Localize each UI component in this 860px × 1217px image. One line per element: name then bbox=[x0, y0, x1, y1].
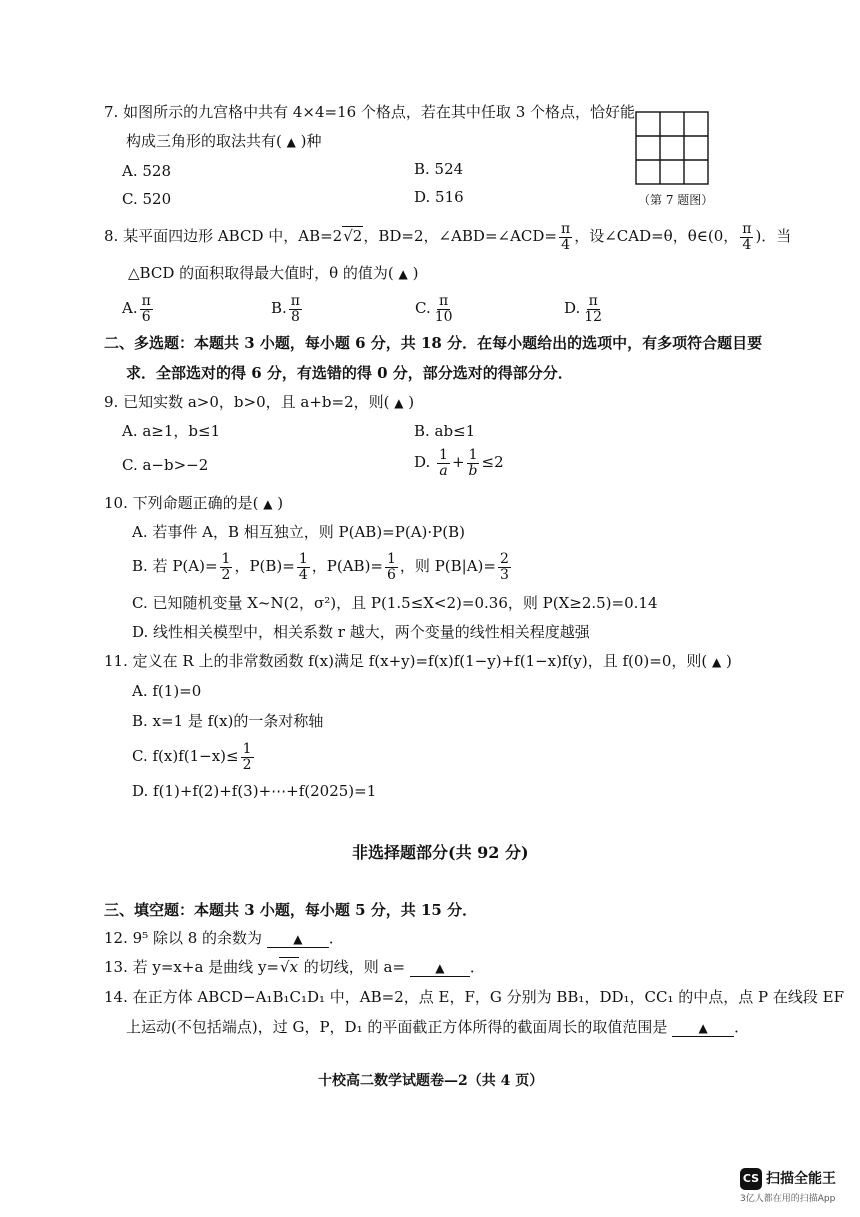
fraction-den: 8 bbox=[290, 308, 300, 325]
fraction-num: 2 bbox=[499, 551, 509, 567]
option-label: C. bbox=[415, 299, 431, 318]
fraction-num: 1 bbox=[468, 447, 478, 463]
q7-option-b: B. 524 bbox=[414, 160, 464, 178]
fraction-den: 4 bbox=[561, 236, 571, 253]
q13-end: ． bbox=[469, 958, 485, 976]
q10-stem-text: 10. 下列命题正确的是( bbox=[104, 494, 259, 512]
q14-line2 bbox=[126, 1018, 749, 1037]
answer-blank bbox=[672, 1018, 734, 1037]
answer-mark-icon: ▲ bbox=[263, 497, 273, 511]
fraction bbox=[498, 552, 511, 582]
fraction-num: 1 bbox=[387, 551, 396, 567]
fraction bbox=[140, 294, 153, 324]
q8-line1 bbox=[104, 222, 791, 252]
q8-option-d bbox=[564, 294, 606, 324]
q10-stem bbox=[104, 494, 283, 512]
q14-line2-text: 上运动(不包括端点)，过 G，P，D₁ 的平面截正方体所得的截面周长的取值范围是 bbox=[126, 1018, 668, 1036]
fraction-num: π bbox=[588, 293, 598, 309]
fraction bbox=[220, 552, 233, 582]
option-label: D. bbox=[414, 453, 431, 472]
fraction-num: π bbox=[290, 293, 300, 309]
q12-end: ． bbox=[328, 929, 344, 947]
scanner-tagline: 3亿人都在用的扫描App bbox=[740, 1194, 836, 1204]
fraction bbox=[582, 294, 604, 324]
q12-text: 12. 9⁵ 除以 8 的余数为 bbox=[104, 929, 263, 947]
q8-line2 bbox=[128, 264, 418, 282]
q8-option-b bbox=[271, 294, 304, 324]
q9-option-a: A. a≥1，b≤1 bbox=[122, 422, 221, 440]
scanner-logo bbox=[740, 1168, 836, 1205]
q14-line1: 14. 在正方体 ABCD−A₁B₁C₁D₁ 中，AB=2，点 E，F，G 分别为 BB₁，DD₁，CC₁ 的中点，点 P 在线段 EF bbox=[104, 988, 845, 1006]
fraction bbox=[385, 552, 398, 582]
answer-mark-icon: ▲ bbox=[712, 655, 722, 669]
fraction bbox=[289, 294, 302, 324]
fraction-den: b bbox=[468, 462, 478, 479]
fraction-num: π bbox=[742, 221, 752, 237]
q10-b-text-1: B. 若 P(A)= bbox=[132, 557, 218, 576]
q7-line2-end: )种 bbox=[300, 132, 322, 150]
q13-text-2: 的切线，则 a= bbox=[299, 958, 406, 976]
section2-heading-line2: 求．全部选对的得 6 分，有选错的得 0 分，部分选对的得部分分． bbox=[126, 364, 573, 382]
q10-b-text-3: ，P(AB)= bbox=[311, 557, 383, 576]
q13-text-1: 13. 若 y=x+a 是曲线 y= bbox=[104, 958, 279, 976]
answer-blank bbox=[410, 958, 470, 977]
q8-option-a bbox=[122, 294, 155, 324]
answer-mark-icon: ▲ bbox=[435, 961, 445, 975]
q8-text-1: 8. 某平面四边形 ABCD 中，AB=2 bbox=[104, 227, 343, 246]
fraction bbox=[437, 448, 450, 478]
fraction-den: 2 bbox=[221, 566, 231, 583]
cs-logo-icon: CS bbox=[740, 1168, 762, 1190]
q8-line2-text: △BCD 的面积取得最大值时，θ 的值为( bbox=[128, 264, 394, 282]
q14-end: ． bbox=[734, 1018, 750, 1036]
fraction-num: 1 bbox=[242, 741, 252, 757]
part2-title: 非选择题部分(共 92 分) bbox=[352, 843, 529, 862]
option-label: D. bbox=[564, 299, 581, 318]
fraction-num: π bbox=[439, 293, 449, 309]
page-footer: 十校高二数学试题卷—2（共 4 页） bbox=[318, 1073, 544, 1089]
option-label: A. bbox=[122, 299, 138, 318]
fraction-den: 3 bbox=[499, 566, 509, 583]
q11-option-c bbox=[132, 742, 256, 772]
q7-option-c: C. 520 bbox=[122, 190, 172, 208]
q11-stem-end: ) bbox=[726, 652, 732, 670]
fraction-den: 2 bbox=[242, 756, 252, 773]
answer-blank bbox=[267, 929, 329, 948]
q9-option-c: C. a−b>−2 bbox=[122, 456, 209, 474]
fraction-den: 10 bbox=[434, 308, 453, 325]
fraction bbox=[297, 552, 310, 582]
q9-option-d-tail: ≤2 bbox=[481, 453, 504, 472]
option-label: B. bbox=[271, 299, 287, 318]
sqrt-expression: √x bbox=[279, 958, 299, 976]
fraction-den: 12 bbox=[584, 308, 603, 325]
q9-stem bbox=[104, 393, 414, 411]
q10-b-text-4: ，则 P(B|A)= bbox=[399, 557, 496, 576]
fraction bbox=[433, 294, 455, 324]
q8-text-4: )．当 bbox=[755, 227, 792, 246]
q9-stem-text: 9. 已知实数 a>0，b>0，且 a+b=2，则( bbox=[104, 393, 390, 411]
answer-mark-icon: ▲ bbox=[394, 396, 404, 410]
fraction-den: 6 bbox=[141, 308, 151, 325]
fraction-den: 4 bbox=[298, 566, 308, 583]
q7-option-d: D. 516 bbox=[414, 188, 464, 206]
q9-stem-end: ) bbox=[408, 393, 415, 411]
answer-mark-icon: ▲ bbox=[698, 1021, 708, 1035]
plus-sign: + bbox=[451, 453, 465, 472]
fraction-den: 6 bbox=[387, 566, 396, 583]
fraction-num: π bbox=[141, 293, 151, 309]
q9-option-b: B. ab≤1 bbox=[414, 422, 476, 440]
q8-text-3: ，设∠CAD=θ，θ∈(0， bbox=[574, 227, 739, 246]
fraction-den: 4 bbox=[742, 236, 752, 253]
q8-option-c bbox=[415, 294, 457, 324]
q10-b-text-2: ，P(B)= bbox=[234, 557, 295, 576]
fraction-num: 1 bbox=[221, 551, 231, 567]
q11-option-c-text: C. f(x)f(1−x)≤ bbox=[132, 747, 239, 766]
fraction bbox=[241, 742, 254, 772]
q11-option-b: B. x=1 是 f(x)的一条对称轴 bbox=[132, 712, 324, 730]
q13 bbox=[104, 958, 485, 977]
fraction-num: 1 bbox=[439, 447, 448, 463]
fraction-den: a bbox=[439, 462, 448, 479]
fraction bbox=[467, 448, 480, 478]
q10-option-a: A. 若事件 A，B 相互独立，则 P(AB)=P(A)·P(B) bbox=[132, 523, 465, 541]
sqrt-radicand: 2 bbox=[352, 227, 363, 246]
sqrt-radicand: x bbox=[289, 958, 299, 976]
fraction-num: 1 bbox=[298, 551, 308, 567]
sqrt-expression: √2 bbox=[343, 227, 363, 246]
q12 bbox=[104, 929, 344, 948]
q10-option-b bbox=[132, 552, 513, 582]
q11-option-a: A. f(1)=0 bbox=[132, 682, 202, 700]
answer-mark-icon: ▲ bbox=[286, 135, 296, 149]
q11-option-d: D. f(1)+f(2)+f(3)+⋯+f(2025)=1 bbox=[132, 782, 377, 800]
q7-option-a: A. 528 bbox=[122, 162, 171, 180]
section2-heading-line1: 二、多选题：本题共 3 小题，每小题 6 分，共 18 分．在每小题给出的选项中，有多项符合题目要 bbox=[104, 334, 763, 352]
q11-stem bbox=[104, 652, 732, 670]
fraction-num: π bbox=[561, 221, 571, 237]
q10-option-d: D. 线性相关模型中，相关系数 r 越大，两个变量的线性相关程度越强 bbox=[132, 623, 590, 641]
q7-line2-text: 构成三角形的取法共有( bbox=[126, 132, 282, 150]
q9-option-d bbox=[414, 448, 504, 478]
q10-stem-end: ) bbox=[277, 494, 284, 512]
q7-line2 bbox=[126, 132, 322, 150]
answer-mark-icon: ▲ bbox=[398, 267, 408, 281]
scanner-name: 扫描全能王 bbox=[766, 1170, 836, 1187]
section3-heading: 三、填空题：本题共 3 小题，每小题 5 分，共 15 分． bbox=[104, 901, 478, 919]
answer-mark-icon: ▲ bbox=[293, 932, 303, 946]
q7-line1: 7. 如图所示的九宫格中共有 4×4=16 个格点，若在其中任取 3 个格点，恰好能 bbox=[104, 103, 636, 121]
fraction bbox=[740, 222, 753, 252]
nine-grid-figure bbox=[634, 110, 710, 186]
figure-caption: （第 7 题图） bbox=[638, 193, 714, 207]
scanner-logo-row bbox=[740, 1168, 836, 1190]
q10-option-c: C. 已知随机变量 X~N(2，σ²)，且 P(1.5≤X<2)=0.36，则 P(X≥2.5)=0.14 bbox=[132, 594, 658, 612]
fraction bbox=[559, 222, 572, 252]
q11-stem-text: 11. 定义在 R 上的非常数函数 f(x)满足 f(x+y)=f(x)f(1−y)+f(1−x)f(y)，且 f(0)=0，则( bbox=[104, 652, 708, 670]
q8-line2-end: ) bbox=[412, 264, 419, 282]
q8-text-2: ，BD=2，∠ABD=∠ACD= bbox=[363, 227, 557, 246]
